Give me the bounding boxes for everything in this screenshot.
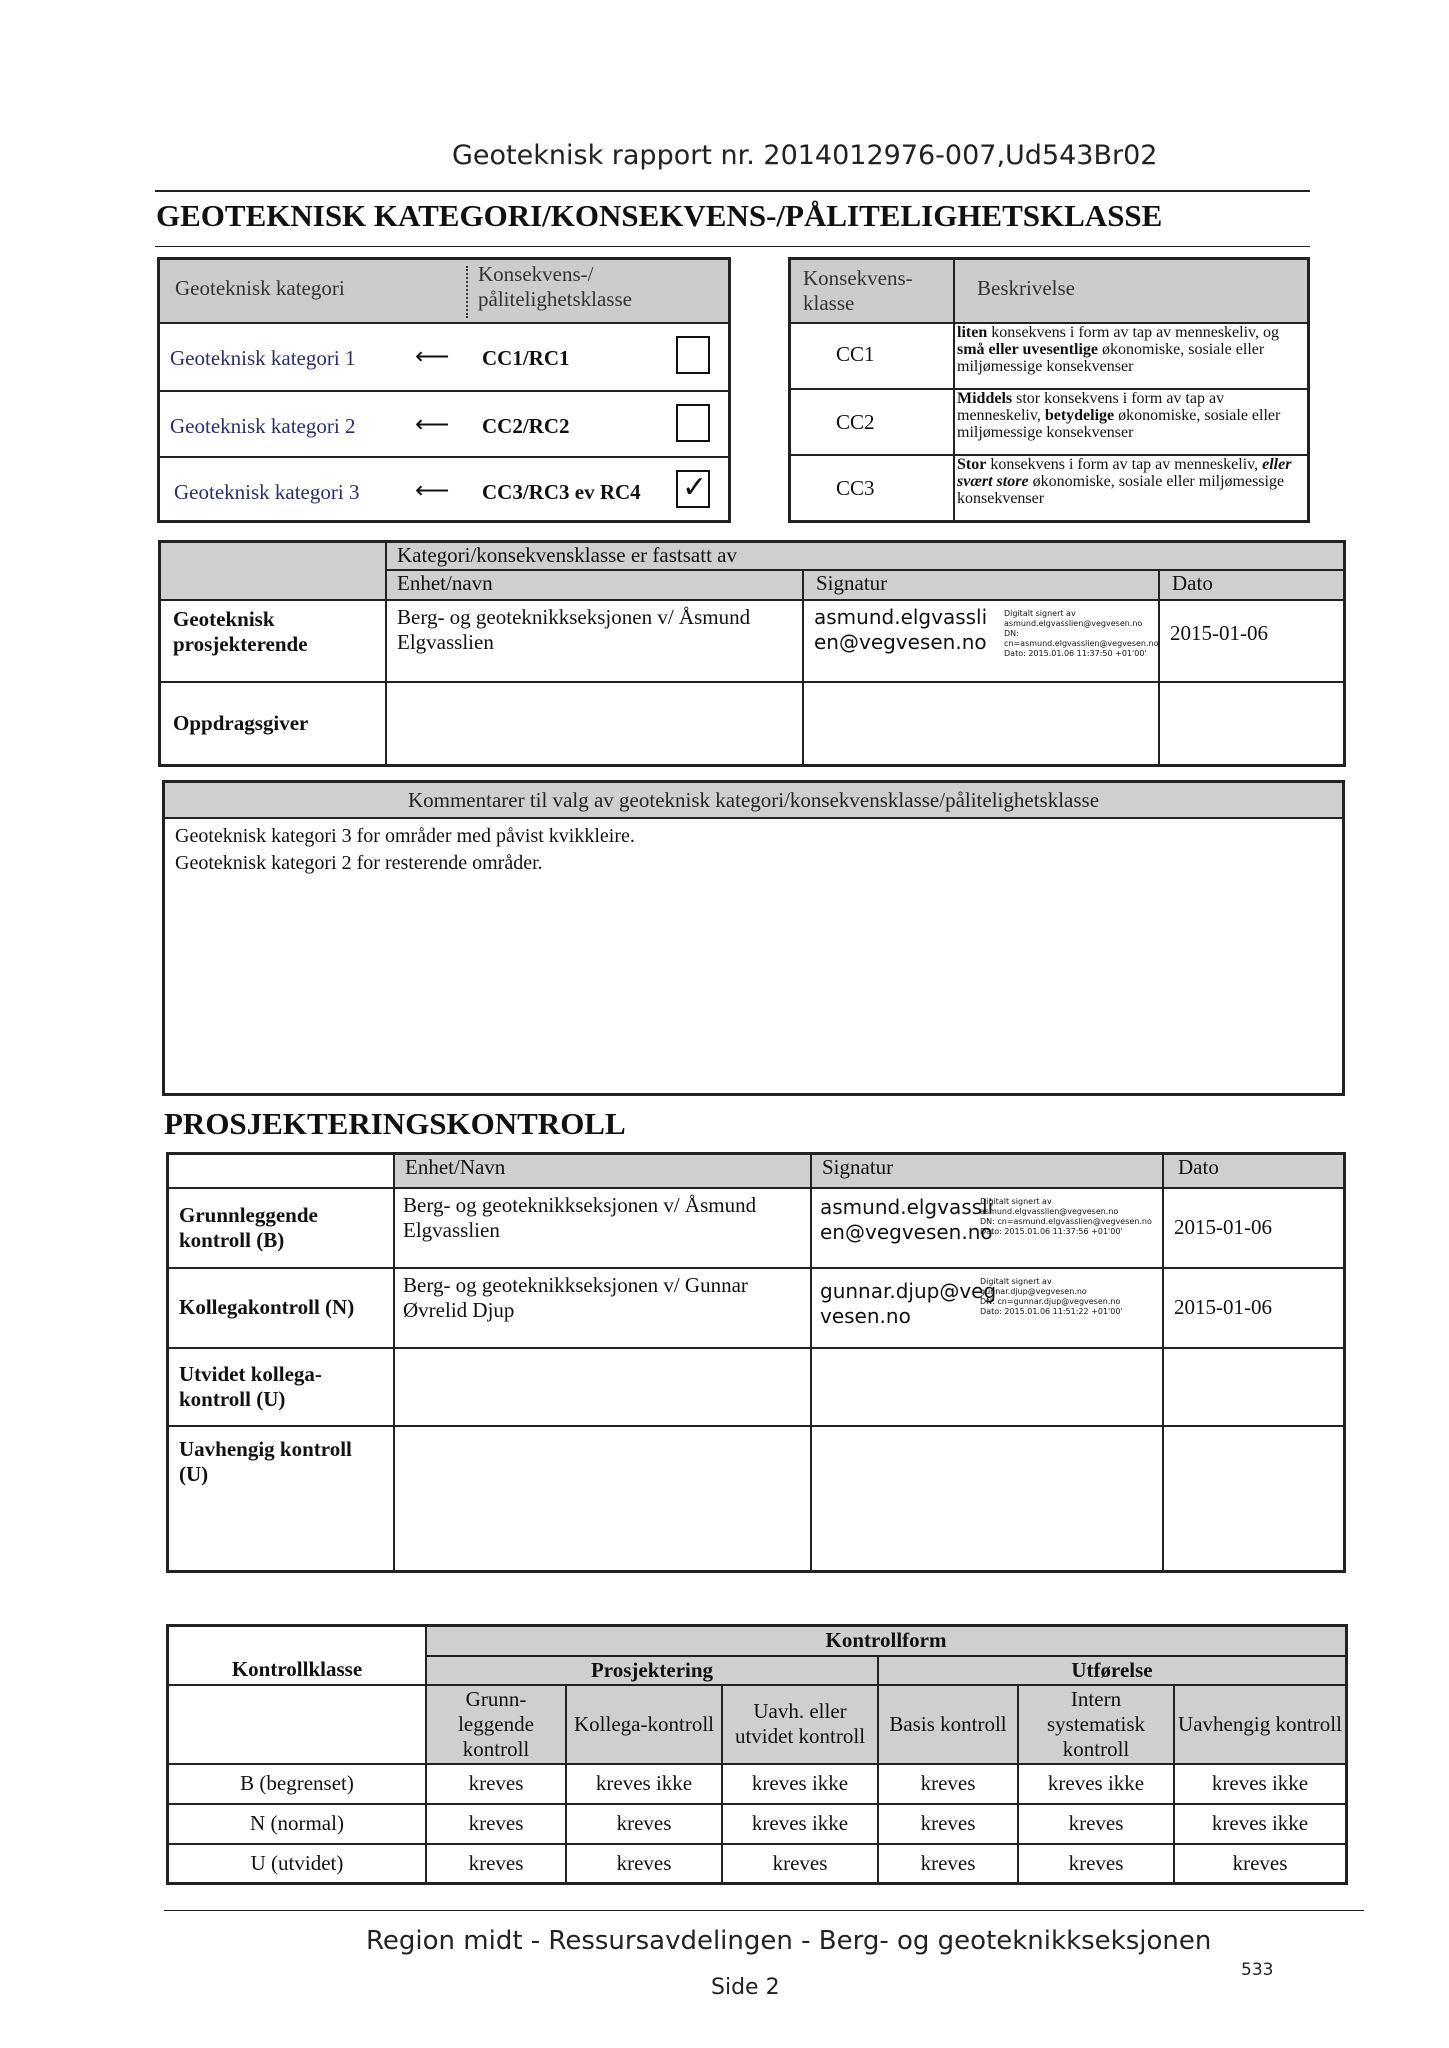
control-form-table xyxy=(166,1624,1348,1885)
group-design: Prosjektering xyxy=(426,1656,878,1685)
desc-bold: Middels xyxy=(957,390,1013,407)
comments-title: Kommentarer til valg av geoteknisk kategori/konsekvensklasse/pålitelighetsklasse xyxy=(165,783,1342,819)
digital-signature-details xyxy=(980,1197,1152,1237)
form-cell: kreves xyxy=(566,1844,722,1884)
digital-signature-details xyxy=(980,1277,1123,1317)
class-label: U (utvidet) xyxy=(168,1844,427,1884)
consequence-row-cc1 xyxy=(791,322,1307,388)
sig-detail: DN: cn=asmund.elgvasslien@vegvesen.no xyxy=(980,1216,1152,1226)
subheader: Grunn-leggende kontroll xyxy=(426,1685,566,1764)
sig-detail: Digitalt signert av xyxy=(1004,608,1076,618)
signature-line2: en@vegvesen.no xyxy=(820,1219,993,1244)
report-header: Geoteknisk rapport nr. 2014012976-007,Ud543Br02 xyxy=(452,140,1158,171)
signature-cell xyxy=(811,1348,1163,1426)
group-execution: Utførelse xyxy=(878,1656,1347,1685)
date-value: 2015-01-06 xyxy=(1163,1268,1345,1348)
arrow-left-icon: ⟵ xyxy=(415,412,450,438)
subheader: Kollega-kontroll xyxy=(566,1685,722,1764)
control-section-title: PROSJEKTERINGSKONTROLL xyxy=(164,1106,626,1141)
subheader: Uavh. eller utvidet kontroll xyxy=(722,1685,878,1764)
cc-code: CC2 xyxy=(836,410,875,434)
unit-value xyxy=(394,1348,811,1426)
header-class-line1: Konsekvens- xyxy=(803,266,913,290)
signature-line1: gunnar.djup@veg xyxy=(820,1278,997,1303)
category-table xyxy=(157,257,731,523)
cc-description xyxy=(957,456,1307,507)
check-mark-icon: ✓ xyxy=(682,471,708,504)
unit-value xyxy=(394,1426,811,1572)
role-label: Oppdragsgiver xyxy=(160,682,387,766)
cc-code: CC3 xyxy=(836,476,875,500)
class-label: N (normal) xyxy=(168,1804,427,1844)
col-date: Dato xyxy=(1163,1154,1345,1188)
sig-detail: asmund.elgvasslien@vegvesen.no xyxy=(980,1206,1119,1216)
desc-text: økonomiske, sosiale eller miljømessige konsekvenser xyxy=(957,341,1265,375)
unit-value: Berg- og geoteknikkseksjonen v/ Gunnar Øvrelid Djup xyxy=(394,1268,811,1348)
footer-org: Region midt - Ressursavdelingen - Berg- og geoteknikkseksjonen xyxy=(366,1926,1212,1956)
blank-cell xyxy=(168,1685,427,1764)
col-date: Dato xyxy=(1159,570,1345,600)
desc-text: konsekvens i form av tap av menneskeliv, og xyxy=(987,324,1279,341)
blank-cell xyxy=(168,1154,395,1188)
desc-bold: eller svært store xyxy=(957,456,1292,490)
determined-by-table xyxy=(158,540,1346,767)
comment-line2: Geoteknisk kategori 2 for resterende områder. xyxy=(175,852,543,874)
signature-line2: en@vegvesen.no xyxy=(814,629,987,654)
class-label: CC2/RC2 xyxy=(482,414,570,438)
comments-box xyxy=(162,780,1345,1096)
blank-cell xyxy=(160,542,387,570)
cc-code: CC1 xyxy=(836,342,875,366)
header-class-line2: pålitelighetsklasse xyxy=(478,287,632,311)
header-category: Geoteknisk kategori xyxy=(175,276,345,300)
form-cell: kreves ikke xyxy=(1174,1804,1347,1844)
header-rule xyxy=(155,190,1310,192)
category-label: Geoteknisk kategori 2 xyxy=(170,414,356,438)
sig-detail: Digitalt signert av xyxy=(980,1196,1052,1206)
category-row-2 xyxy=(160,390,728,458)
header-description: Beskrivelse xyxy=(977,276,1075,300)
category-checkbox[interactable] xyxy=(676,404,710,442)
form-cell: kreves ikke xyxy=(722,1764,878,1804)
arrow-left-icon: ⟵ xyxy=(415,344,450,370)
signature-cell xyxy=(803,600,1159,682)
desc-text: konsekvens i form av tap av menneskeliv, xyxy=(986,456,1263,473)
date-value: 2015-01-06 xyxy=(1163,1188,1345,1268)
desc-bold: Stor xyxy=(957,456,987,473)
consequence-row-cc2 xyxy=(791,388,1307,456)
blank-cell xyxy=(160,570,387,600)
class-label: B (begrenset) xyxy=(168,1764,427,1804)
category-row-3 xyxy=(160,456,728,522)
title-rule xyxy=(155,246,1310,247)
role-label: Grunnleggende kontroll (B) xyxy=(168,1188,395,1268)
signature-line1: asmund.elgvassli xyxy=(814,604,988,629)
desc-bold: betydelige xyxy=(1044,407,1115,424)
form-cell: kreves xyxy=(1174,1844,1347,1884)
form-row-b xyxy=(168,1764,1347,1804)
unit-value xyxy=(386,682,803,766)
form-cell: kreves xyxy=(878,1804,1018,1844)
determined-row-2 xyxy=(160,682,1345,766)
sig-detail: Digitalt signert av xyxy=(980,1276,1052,1286)
signature-line2: vesen.no xyxy=(820,1303,911,1328)
group-form: Kontrollform xyxy=(426,1626,1347,1656)
col-signature: Signatur xyxy=(811,1154,1163,1188)
subheader: Uavhengig kontroll xyxy=(1174,1685,1347,1764)
unit-value: Berg- og geoteknikkseksjonen v/ Åsmund Elgvasslien xyxy=(386,600,803,682)
footer-rule xyxy=(164,1910,1364,1911)
subheader: Intern systematisk kontroll xyxy=(1018,1685,1174,1764)
desc-bold: små eller uvesentlige xyxy=(957,341,1099,358)
form-cell: kreves ikke xyxy=(1018,1764,1174,1804)
main-title: GEOTEKNISK KATEGORI/KONSEKVENS-/PÅLITELIGHETSKLASSE xyxy=(156,198,1163,233)
category-label: Geoteknisk kategori 1 xyxy=(170,346,356,370)
form-row-u xyxy=(168,1844,1347,1884)
sig-detail: Dato: 2015.01.06 11:37:56 +01'00' xyxy=(980,1226,1123,1236)
comment-line1: Geoteknisk kategori 3 for områder med påvist kvikkleire. xyxy=(175,825,635,847)
signature-line1: asmund.elgvassli xyxy=(820,1194,994,1219)
form-row-n xyxy=(168,1804,1347,1844)
date-value xyxy=(1163,1348,1345,1426)
cc-description xyxy=(957,324,1307,375)
category-row-1 xyxy=(160,322,728,390)
form-cell: kreves ikke xyxy=(722,1804,878,1844)
control-row-2 xyxy=(168,1268,1345,1348)
form-cell: kreves xyxy=(426,1844,566,1884)
unit-value: Berg- og geoteknikkseksjonen v/ Åsmund Elgvasslien xyxy=(394,1188,811,1268)
subheader: Basis kontroll xyxy=(878,1685,1018,1764)
sig-detail: DN: cn=gunnar.djup@vegvesen.no xyxy=(980,1296,1121,1306)
class-label: CC1/RC1 xyxy=(482,346,570,370)
form-cell: kreves xyxy=(878,1764,1018,1804)
role-label: Geoteknisk prosjekterende xyxy=(160,600,387,682)
determined-by-title: Kategori/konsekvensklasse er fastsatt av xyxy=(386,542,1345,570)
form-cell: kreves xyxy=(566,1804,722,1844)
date-value xyxy=(1159,682,1345,766)
date-value: 2015-01-06 xyxy=(1159,600,1345,682)
form-cell: kreves xyxy=(722,1844,878,1884)
role-label: Uavhengig kontroll (U) xyxy=(168,1426,395,1572)
header-divider xyxy=(466,266,469,318)
class-label: CC3/RC3 ev RC4 xyxy=(482,480,641,504)
footer-number: 533 xyxy=(1241,1960,1274,1980)
form-cell: kreves xyxy=(1018,1844,1174,1884)
role-label: Utvidet kollega-kontroll (U) xyxy=(168,1348,395,1426)
sig-detail: asmund.elgvasslien@vegvesen.no xyxy=(1004,618,1143,628)
col-class: Kontrollklasse xyxy=(168,1626,427,1685)
col-unit: Enhet/navn xyxy=(386,570,803,600)
col-signature: Signatur xyxy=(803,570,1159,600)
signature-cell xyxy=(803,682,1159,766)
desc-text: økonomiske, sosiale eller miljømessige konsekvenser xyxy=(957,407,1281,441)
control-row-3 xyxy=(168,1348,1345,1426)
form-cell: kreves ikke xyxy=(1174,1764,1347,1804)
signature-cell xyxy=(811,1268,1163,1348)
sig-detail: DN: cn=asmund.elgvasslien@vegvesen.no xyxy=(1004,628,1159,648)
control-row-4 xyxy=(168,1426,1345,1572)
digital-signature-details xyxy=(1004,609,1158,659)
date-value xyxy=(1163,1426,1345,1572)
consequence-table-header xyxy=(791,260,1307,322)
control-row-1 xyxy=(168,1188,1345,1268)
form-cell: kreves xyxy=(878,1844,1018,1884)
cc-description xyxy=(957,390,1307,441)
consequence-row-cc3 xyxy=(791,454,1307,522)
sig-detail: Dato: 2015.01.06 11:51:22 +01'00' xyxy=(980,1306,1123,1316)
category-checkbox[interactable] xyxy=(676,470,710,508)
desc-bold: liten xyxy=(957,324,988,341)
role-label: Kollegakontroll (N) xyxy=(168,1268,395,1348)
signature-cell xyxy=(811,1188,1163,1268)
form-cell: kreves xyxy=(426,1804,566,1844)
form-cell: kreves xyxy=(1018,1804,1174,1844)
category-label: Geoteknisk kategori 3 xyxy=(174,480,360,504)
signature-cell xyxy=(811,1426,1163,1572)
category-table-header xyxy=(160,260,728,322)
header-class-line1: Konsekvens-/ xyxy=(478,262,594,286)
arrow-left-icon: ⟵ xyxy=(415,478,450,504)
header-class-line2: klasse xyxy=(803,291,855,315)
form-cell: kreves ikke xyxy=(566,1764,722,1804)
col-unit: Enhet/Navn xyxy=(394,1154,811,1188)
sig-detail: gunnar.djup@vegvesen.no xyxy=(980,1286,1087,1296)
control-table xyxy=(166,1152,1346,1573)
determined-row-1 xyxy=(160,600,1345,682)
form-cell: kreves xyxy=(426,1764,566,1804)
desc-text: økonomiske, sosiale eller miljømessige konsekvenser xyxy=(957,473,1285,507)
desc-text: stor konsekvens i form av tap av menneskeliv, xyxy=(957,390,1225,424)
footer-page: Side 2 xyxy=(711,1975,780,2000)
sig-detail: Dato: 2015.01.06 11:37:50 +01'00' xyxy=(1004,648,1147,658)
category-checkbox[interactable] xyxy=(676,336,710,374)
consequence-table xyxy=(788,257,1310,523)
